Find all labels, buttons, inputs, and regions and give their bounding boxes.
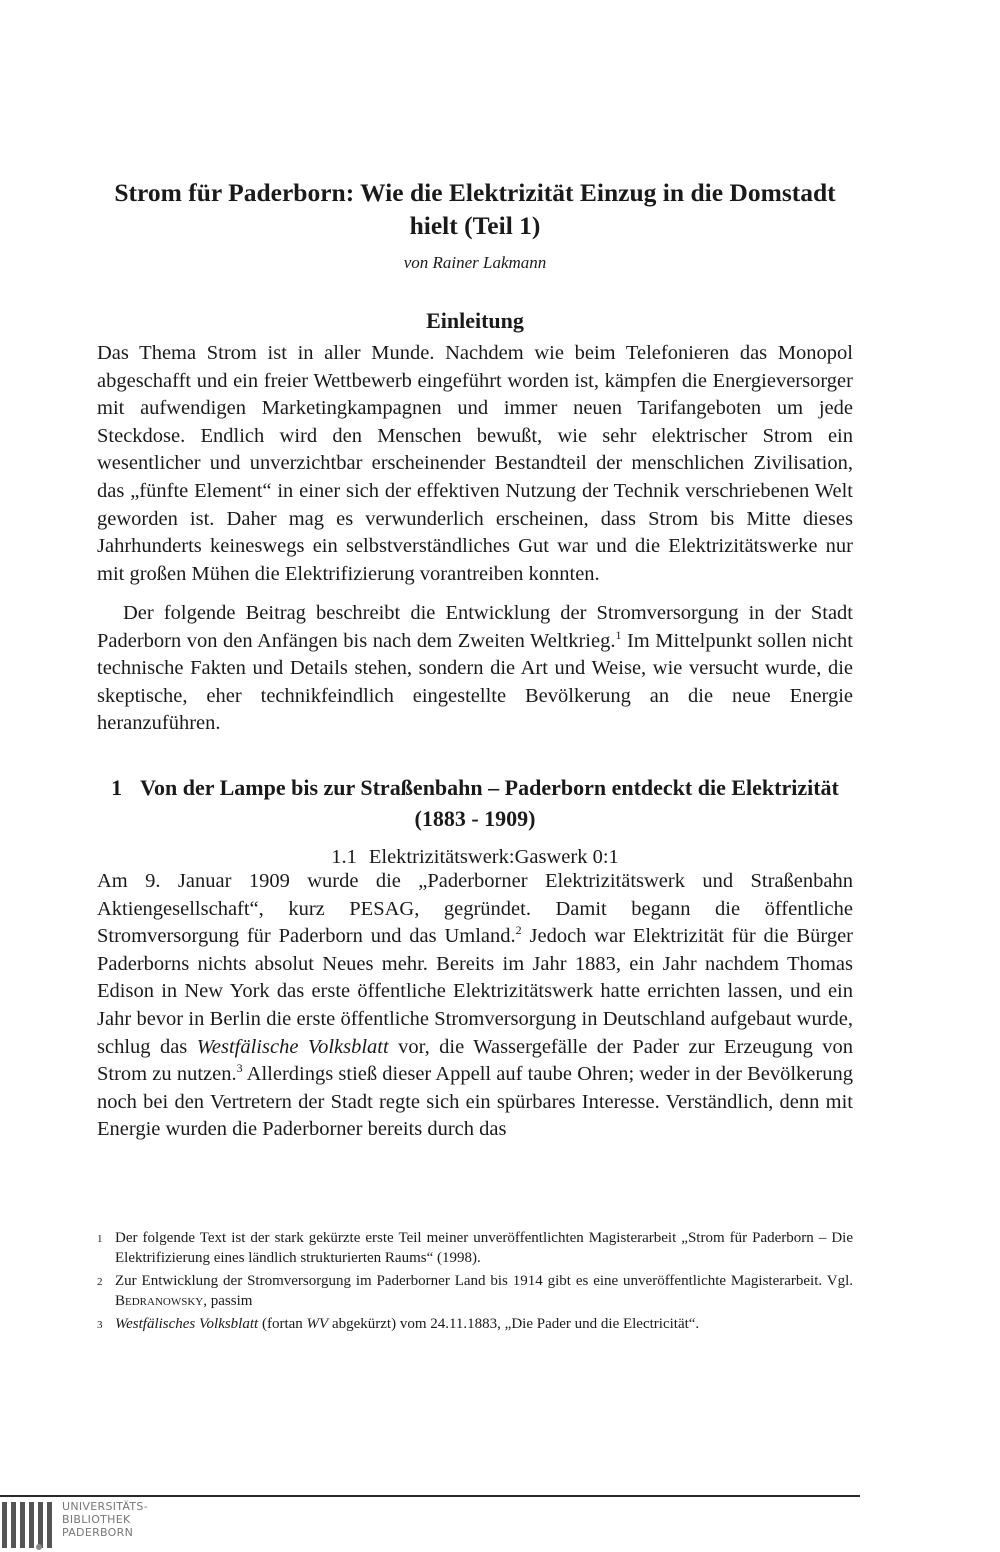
logo-line-3: PADERBORN xyxy=(62,1526,134,1539)
section-1-1-paragraph xyxy=(97,868,853,1144)
section-1-number: 1 xyxy=(111,775,123,800)
footnote-1-number: 1 xyxy=(97,1233,103,1245)
section-1-heading xyxy=(97,772,853,834)
logo-line-2: BIBLIOTHEK xyxy=(62,1513,131,1526)
article-title: Strom für Paderborn: Wie die Elektrizität Einzug in die Domstadt hielt (Teil 1) xyxy=(114,178,836,240)
library-logo xyxy=(0,1500,148,1552)
section-1-title: Von der Lampe bis zur Straßenbahn – Paderborn entdeckt die Elektrizität (1883 - 1909) xyxy=(140,775,839,831)
s11-text-b: Jedoch war Elektrizität für die Bürger Paderborns nichts absolut Neues mehr. Bereits im Jahr 1883, ein Jahr nachdem Thomas Edison in New York das erste öffentliche Elektrizitätswerk hatte errichten lassen, und ein Jahr bevor in Berlin die erste öffentliche Stromversorgung in Deutschland aufgebaut wurde, schlug das xyxy=(97,925,853,1058)
section-1-1-number: 1.1 xyxy=(331,846,357,868)
footnote-2-number: 2 xyxy=(97,1276,103,1288)
footnote-3-text-b: abgekürzt) vom 24.11.1883, „Die Pader und die Electricität“. xyxy=(328,1316,700,1332)
footnote-3-text xyxy=(115,1314,853,1335)
footnote-ref-1[interactable]: 1 xyxy=(615,627,622,642)
footnote-2-author: Bedranowsky xyxy=(115,1293,204,1309)
intro-paragraph-2 xyxy=(97,600,853,738)
s11-text-a: Am 9. Januar 1909 wurde die „Paderborner Elektrizitätswerk und Straßenbahn Aktiengesellschaft“, kurz PESAG, gegründet. Damit begann die öffentliche Stromversorgung für Paderborn und das Umland. xyxy=(97,870,853,948)
logo-dot-icon xyxy=(36,1544,42,1550)
footnote-1 xyxy=(97,1228,853,1268)
footnote-2-text xyxy=(115,1271,853,1311)
intro-paragraph-2-text-b: Im Mittelpunkt sollen nicht technische Fakten und Details stehen, sondern die Art und Weise, wie versucht wurde, die skeptische, eher technikfeindlich eingestellte Bevölkerung an die neue Energie heranzuführen. xyxy=(97,629,853,735)
footnote-ref-3[interactable]: 3 xyxy=(236,1061,243,1076)
s11-italic-source: Westfälische Volksblatt xyxy=(196,1035,389,1058)
footnote-3-number: 3 xyxy=(97,1319,103,1331)
logo-text xyxy=(62,1500,148,1539)
s11-text-c: vor, die Wassergefälle der Pader zur Erzeugung von Strom zu nutzen. xyxy=(97,1035,853,1086)
footnote-3-abbrev: WV xyxy=(306,1316,329,1332)
footnote-2-text-a: Zur Entwicklung der Stromversorgung im Paderborner Land bis 1914 gibt es eine unveröffentlichte Magisterarbeit. Vgl. xyxy=(115,1273,853,1289)
footnote-2-text-b: , passim xyxy=(203,1293,253,1309)
intro-heading: Einleitung xyxy=(426,308,524,333)
footnote-3-source: Westfälisches Volksblatt xyxy=(115,1316,259,1332)
author-line: von Rainer Lakmann xyxy=(403,253,547,272)
intro-paragraph-1: Das Thema Strom ist in aller Munde. Nachdem wie beim Telefonieren das Monopol abgeschafft und ein freier Wettbewerb eingeführt worden ist, kämpfen die Energieversorger mit aufwendigen Marketingkampagnen und immer neuen Tarifangeboten um jede Steckdose. Endlich wird den Menschen bewußt, wie sehr elektrischer Strom ein wesentlicher und unverzichtbar erscheinender Bestandteil der menschlichen Zivilisation, das „fünfte Element“ in einer sich der effektiven Nutzung der Technik verschriebenen Welt geworden ist. Daher mag es verwunderlich erscheinen, dass Strom bis Mitte dieses Jahrhunderts keineswegs ein selbstverständliches Gut war und die Elektrizitätswerke nur mit großen Mühen die Elektrifizierung vorantreiben konnten. xyxy=(97,342,853,585)
footnote-2 xyxy=(97,1271,853,1311)
section-1-1-heading xyxy=(97,846,853,869)
section-1-1-title: Elektrizitätswerk:Gaswerk 0:1 xyxy=(368,846,619,868)
s11-text-d: Allerdings stieß dieser Appell auf taube Ohren; weder in der Bevölkerung noch bei den Vertretern der Stadt regte sich ein spürbares Interesse. Verständlich, denn mit Energie wurden die Paderborner bereits durch das xyxy=(97,1063,853,1141)
logo-bars-icon xyxy=(0,1500,52,1548)
logo-line-1: UNIVERSITÄTS- xyxy=(62,1500,148,1513)
intro-paragraph-2-text-a: Der folgende Beitrag beschreibt die Entwicklung der Stromversorgung in der Stadt Paderborn von den Anfängen bis nach dem Zweiten Weltkrieg. xyxy=(97,602,853,652)
footnote-1-text: Der folgende Text ist der stark gekürzte erste Teil meiner unveröffentlichten Magisterarbeit „Strom für Paderborn – Die Elektrifizierung eines ländlich strukturierten Raums“ (1998). xyxy=(115,1230,853,1266)
footnote-3 xyxy=(97,1314,853,1335)
footnotes xyxy=(97,1228,853,1338)
bottom-rule xyxy=(0,1495,860,1497)
footnote-ref-2[interactable]: 2 xyxy=(515,923,522,938)
footnote-3-text-a: (fortan xyxy=(258,1316,307,1332)
